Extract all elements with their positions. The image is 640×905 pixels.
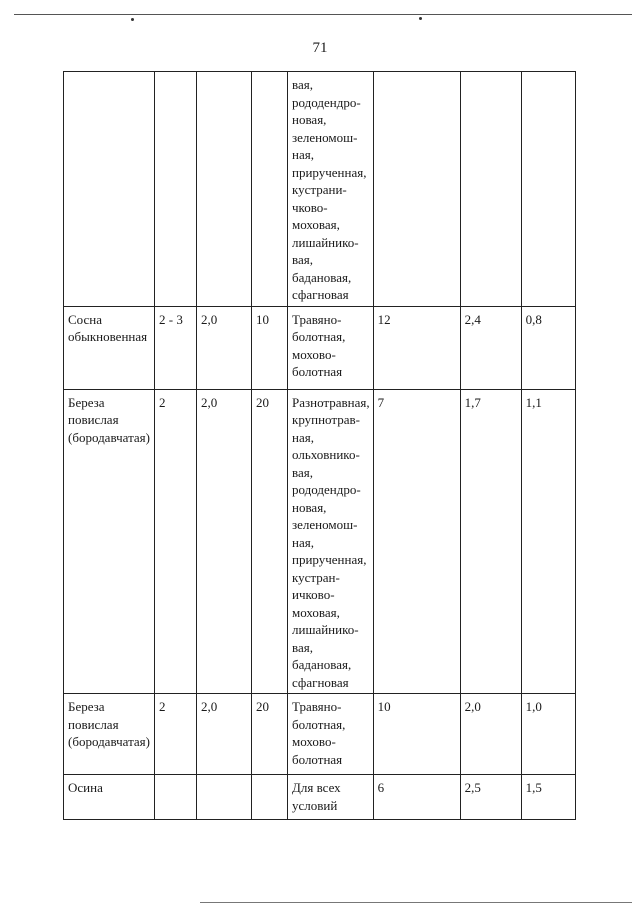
- table-row: [64, 775, 576, 820]
- value-cell: 7: [373, 389, 460, 694]
- scan-bottom-border: [200, 902, 632, 903]
- value-cell: 2,0: [197, 694, 252, 775]
- age-class-cell: 2 - 3: [155, 306, 197, 389]
- value-cell: [521, 72, 575, 307]
- scan-speck: [131, 18, 134, 21]
- value-cell: 2,0: [460, 694, 521, 775]
- table-row: [64, 72, 576, 307]
- page-number: 71: [312, 40, 328, 56]
- value-cell: 20: [252, 389, 288, 694]
- value-cell: 2,5: [460, 775, 521, 820]
- species-cell: Береза повислая (бородавчатая): [64, 389, 155, 694]
- value-cell: [252, 72, 288, 307]
- age-class-cell: 2: [155, 694, 197, 775]
- value-cell: 0,8: [521, 306, 575, 389]
- age-class-cell: [155, 775, 197, 820]
- species-cell: Осина: [64, 775, 155, 820]
- value-cell: [197, 72, 252, 307]
- value-cell: 1,7: [460, 389, 521, 694]
- value-cell: 20: [252, 694, 288, 775]
- table-row: [64, 306, 576, 389]
- value-cell: [373, 72, 460, 307]
- value-cell: 12: [373, 306, 460, 389]
- forest-types-cell: Разнотравная, крупнотрав- ная, ольховнико- вая, рододендро- новая, зеленомош- ная, прирученная, кустран- ичково- моховая, лишайнико- вая, бадановая, сфагновая: [288, 389, 374, 694]
- value-cell: 2,4: [460, 306, 521, 389]
- species-cell: Сосна обыкновенная: [64, 306, 155, 389]
- value-cell: [252, 775, 288, 820]
- age-class-cell: [155, 72, 197, 307]
- forest-types-cell: Травяно- болотная, мохово- болотная: [288, 306, 374, 389]
- forest-types-cell: Травяно- болотная, мохово- болотная: [288, 694, 374, 775]
- value-cell: 10: [373, 694, 460, 775]
- species-cell: [64, 72, 155, 307]
- value-cell: 6: [373, 775, 460, 820]
- value-cell: [197, 775, 252, 820]
- value-cell: [460, 72, 521, 307]
- table-row: [64, 694, 576, 775]
- scan-speck: [419, 17, 422, 20]
- value-cell: 10: [252, 306, 288, 389]
- table-row: [64, 389, 576, 694]
- forest-types-cell: вая, рододендро- новая, зеленомош- ная, прирученная, кустрани- чково- моховая, лишайнико- вая, бадановая, сфагновая: [288, 72, 374, 307]
- value-cell: 2,0: [197, 389, 252, 694]
- value-cell: 1,1: [521, 389, 575, 694]
- value-cell: 2,0: [197, 306, 252, 389]
- forest-types-cell: Для всех условий: [288, 775, 374, 820]
- age-class-cell: 2: [155, 389, 197, 694]
- value-cell: 1,0: [521, 694, 575, 775]
- forest-species-table: [63, 71, 576, 820]
- value-cell: 1,5: [521, 775, 575, 820]
- scan-top-border: [14, 14, 632, 15]
- species-cell: Береза повислая (бородавчатая): [64, 694, 155, 775]
